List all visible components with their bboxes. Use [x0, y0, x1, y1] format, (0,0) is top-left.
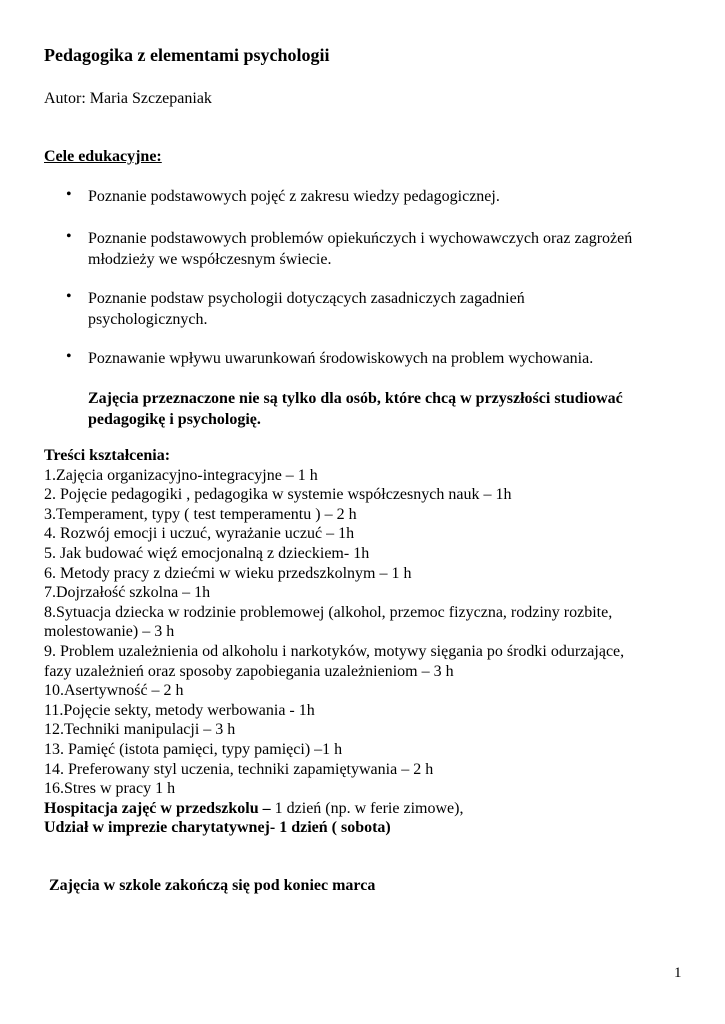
goal-line: psychologicznych.: [88, 311, 208, 328]
course-content: [44, 446, 624, 838]
page-number: 1: [674, 965, 682, 981]
goal-line: Poznawanie wpływu uwarunkowań środowiskowych na problem wychowania.: [88, 350, 594, 367]
note-line: Zajęcia przeznaczone nie są tylko dla osób, które chcą w przyszłości studiować: [88, 390, 623, 407]
practice-line: [44, 799, 624, 819]
content-heading: Treści kształcenia:: [44, 447, 171, 464]
goal-item: [88, 186, 500, 207]
bullet-icon: •: [66, 288, 72, 305]
content-line: 3.Temperament, typy ( test temperamentu ) – 2 h: [44, 505, 357, 523]
content-line: 1.Zajęcia organizacyjno-integracyjne – 1 h: [44, 466, 318, 484]
content-line: 16.Stres w pracy 1 h: [44, 780, 176, 798]
content-line: 4. Rozwój emocji i uczuć, wyrażanie uczuć – 1h: [44, 525, 355, 543]
goal-line: Poznanie podstaw psychologii dotyczących zasadniczych zagadnień: [88, 290, 525, 307]
practice-detail: 1 dzień (np. w ferie zimowe),: [270, 799, 464, 817]
bullet-icon: •: [66, 186, 72, 203]
goal-line: Poznanie podstawowych problemów opiekuńczych i wychowawczych oraz zagrożeń: [88, 230, 633, 247]
note-line: pedagogikę i psychologię.: [88, 411, 261, 428]
bullet-icon: •: [66, 348, 72, 365]
content-line: 5. Jak budować więź emocjonalną z dzieckiem- 1h: [44, 544, 370, 562]
goal-line: młodzieży we współczesnym świecie.: [88, 251, 332, 268]
content-line: 13. Pamięć (istota pamięci, typy pamięci) –1 h: [44, 740, 343, 758]
content-line: 11.Pojęcie sekty, metody werbowania - 1h: [44, 701, 315, 719]
content-line: 7.Dojrzałość szkolna – 1h: [44, 584, 211, 602]
content-line: 14. Preferowany styl uczenia, techniki zapamiętywania – 2 h: [44, 760, 434, 778]
content-line: 2. Pojęcie pedagogiki , pedagogika w systemie współczesnych nauk – 1h: [44, 486, 512, 504]
goal-item: [88, 288, 525, 330]
goal-line: Poznanie podstawowych pojęć z zakresu wiedzy pedagogicznej.: [88, 188, 500, 205]
content-line: 9. Problem uzależnienia od alkoholu i narkotyków, motywy sięgania po środki odurzające,: [44, 642, 625, 660]
content-line: fazy uzależnień oraz sposoby zapobiegania uzależnieniom – 3 h: [44, 662, 454, 680]
goal-item: [88, 228, 632, 270]
ending-note: Zajęcia w szkole zakończą się pod koniec marca: [49, 877, 376, 894]
document-author: Autor: Maria Szczepaniak: [44, 90, 212, 107]
content-line: 12.Techniki manipulacji – 3 h: [44, 721, 236, 739]
charity-line: Udział w imprezie charytatywnej- 1 dzień ( sobota): [44, 819, 391, 837]
practice-label: Hospitacja zajęć w przedszkolu –: [44, 799, 271, 817]
bullet-icon: •: [66, 228, 72, 245]
audience-note: [88, 388, 623, 430]
content-line: 6. Metody pracy z dziećmi w wieku przedszkolnym – 1 h: [44, 564, 412, 582]
document-title: Pedagogika z elementami psychologii: [44, 45, 330, 65]
content-line: molestowanie) – 3 h: [44, 623, 175, 641]
goal-item: [88, 348, 593, 369]
content-line: 8.Sytuacja dziecka w rodzinie problemowej (alkohol, przemoc fizyczna, rodziny rozbite,: [44, 603, 613, 621]
content-line: 10.Asertywność – 2 h: [44, 682, 184, 700]
goals-heading: Cele edukacyjne:: [44, 148, 162, 165]
